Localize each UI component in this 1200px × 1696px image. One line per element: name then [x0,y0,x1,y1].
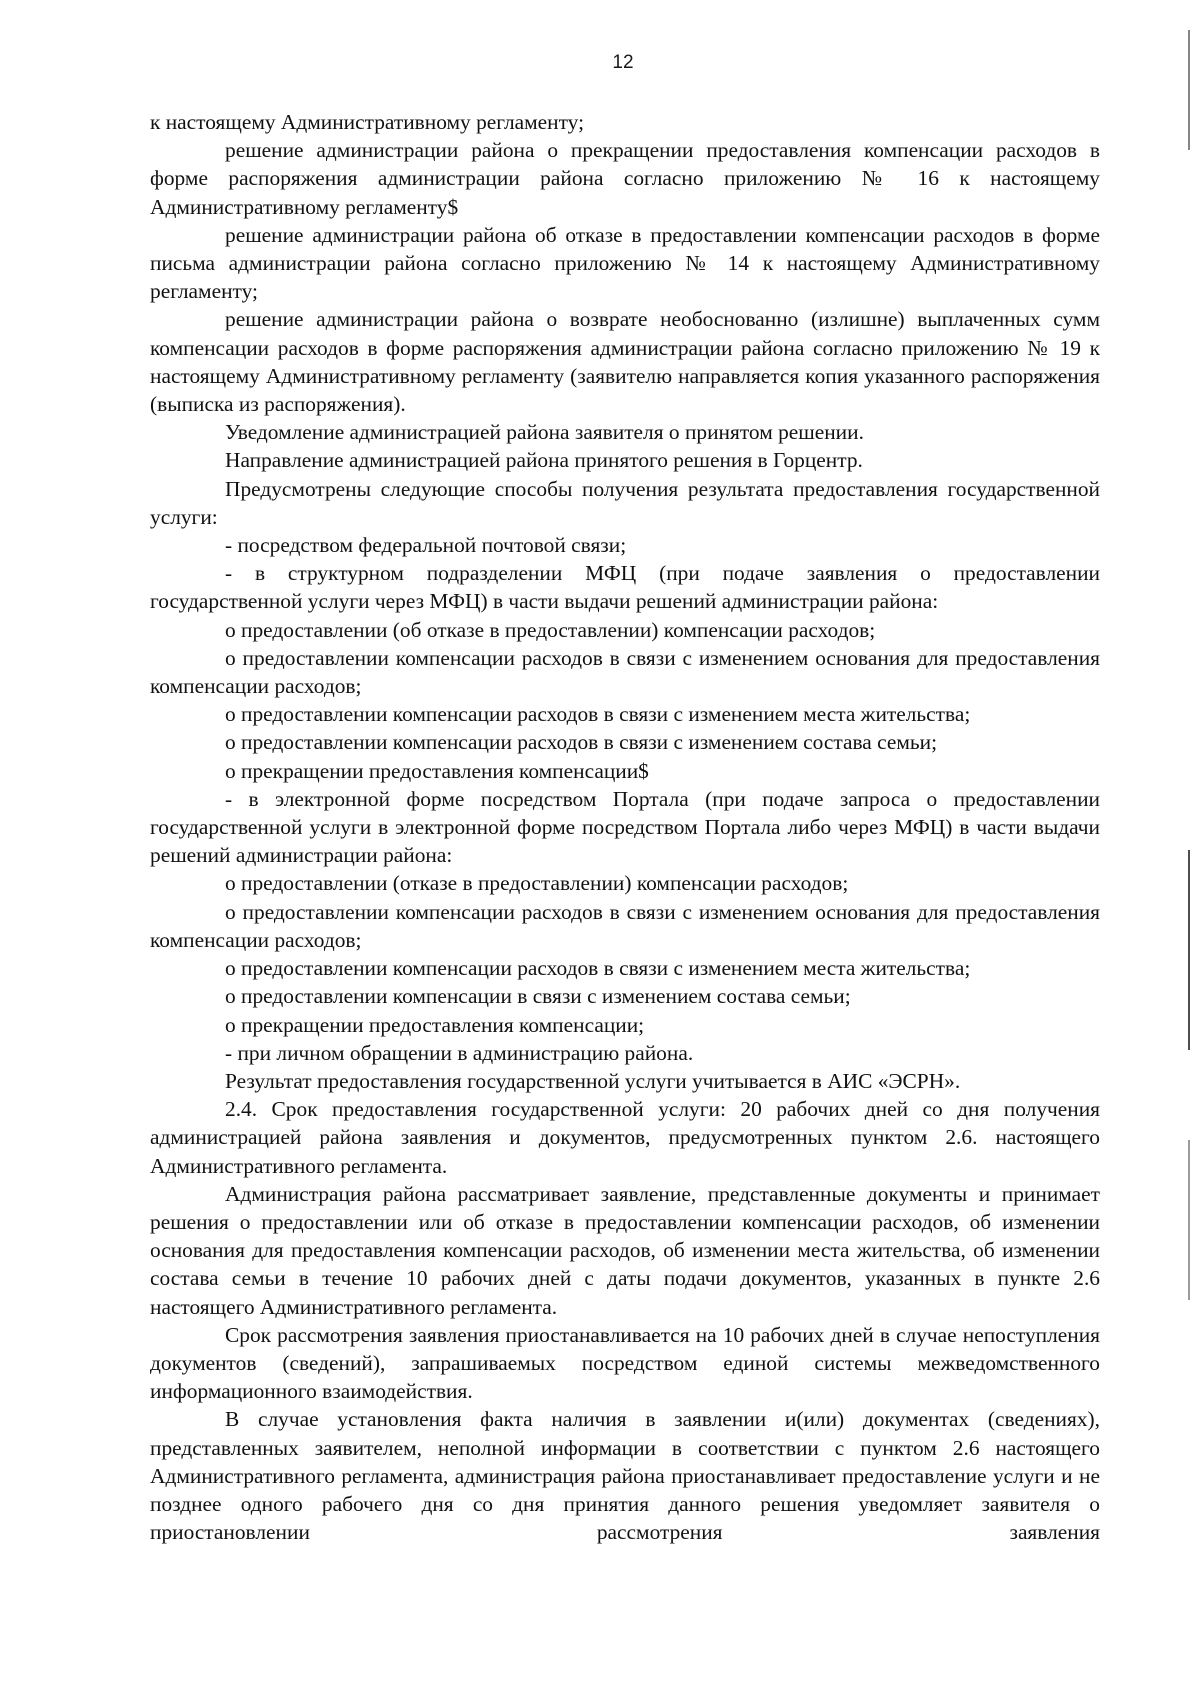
scan-edge-line [1188,850,1190,1050]
paragraph: к настоящему Административному регламенту; [150,110,585,134]
paragraph: о предоставлении компенсации в связи с изменением состава семьи; [225,984,851,1009]
scan-edge-line [1188,30,1190,150]
page-number: 12 [612,52,634,73]
paragraph: о предоставлении компенсации расходов в связи с изменением места жительства; [225,702,971,727]
paragraph: Уведомление администрацией района заявителя о принятом решении. [225,420,864,445]
paragraph: решение администрации района о возврате необоснованно (излишне) выплаченных сумм компенсации расходов в форме распоряжения администрации района согласно приложению № 19 к настоящему Административному регламенту (заявителю направляется копия указанного распоряжения (выписка из распоряжения). [150,307,1100,417]
paragraph: - посредством федеральной почтовой связи; [225,533,627,558]
paragraph: о предоставлении компенсации расходов в связи с изменением состава семьи; [225,730,938,755]
paragraph: о предоставлении компенсации расходов в связи с изменением основания для предоставления компенсации расходов; [150,645,1100,699]
scan-edge-line [1188,1140,1190,1300]
paragraph: о предоставлении (об отказе в предоставлении) компенсации расходов; [225,617,876,642]
paragraph: решение администрации района об отказе в предоставлении компенсации расходов в форме письма администрации района согласно приложению № 14 к настоящему Административному регламенту; [150,222,1100,304]
paragraph: 2.4. Срок предоставления государственной услуги: 20 рабочих дней со дня получения администрацией района заявления и документов, предусмотренных пунктом 2.6. настоящего Административного регламента. [150,1097,1100,1178]
paragraph: о предоставлении (отказе в предоставлении) компенсации расходов; [225,871,849,896]
paragraph: решение администрации района о прекращении предоставления компенсации расходов в форме распоряжения администрации района согласно приложению № 16 к настоящему Административному регламенту$ [150,138,1100,219]
paragraph: о предоставлении компенсации расходов в связи с изменением места жительства; [225,956,971,981]
paragraph: Предусмотрены следующие способы получения результата предоставления государственной услуги: [150,476,1100,529]
paragraph: о прекращении предоставления компенсации$ [225,758,649,783]
paragraph: Срок рассмотрения заявления приостанавливается на 10 рабочих дней в случае непоступления документов (сведений), запрашиваемых посредством единой системы межведомственного информационного взаимодействия. [150,1322,1100,1404]
paragraph: - в электронной форме посредством Портала (при подаче запроса о предоставлении государственной услуги в электронной форме посредством Портала либо через МФЦ) в части выдачи решений администрации района: [150,786,1100,868]
paragraph: В случае установления факта наличия в заявлении и(или) документах (сведениях), представленных заявителем, неполной информации в соответствии с пунктом 2.6 настоящего Административного регламента, администрация района приостанавливает предоставление услуги и не позднее одного рабочего дня со дня принятия данного решения уведомляет заявителя о приостановлении рассмотрения заявления [150,1407,1100,1545]
paragraph: Администрация района рассматривает заявление, представленные документы и принимает решения о предоставлении или об отказе в предоставлении компенсации расходов, об изменении основания для предоставления компенсации расходов, об изменении места жительства, об изменении состава семьи в течение 10 рабочих дней с даты подачи документов, указанных в пункте 2.6 настоящего Административного регламента. [150,1181,1100,1319]
paragraph: о прекращении предоставления компенсации; [225,1012,645,1037]
paragraph: - в структурном подразделении МФЦ (при подаче заявления о предоставлении государственной услуги через МФЦ) в части выдачи решений администрации района: [150,561,1100,614]
paragraph: Результат предоставления государственной услуги учитывается в АИС «ЭСРН». [225,1068,961,1093]
document-body [150,108,1100,1546]
paragraph: - при личном обращении в администрацию района. [225,1040,694,1065]
paragraph: о предоставлении компенсации расходов в связи с изменением основания для предоставления компенсации расходов; [150,899,1100,952]
paragraph: Направление администрацией района принятого решения в Горцентр. [225,448,863,473]
